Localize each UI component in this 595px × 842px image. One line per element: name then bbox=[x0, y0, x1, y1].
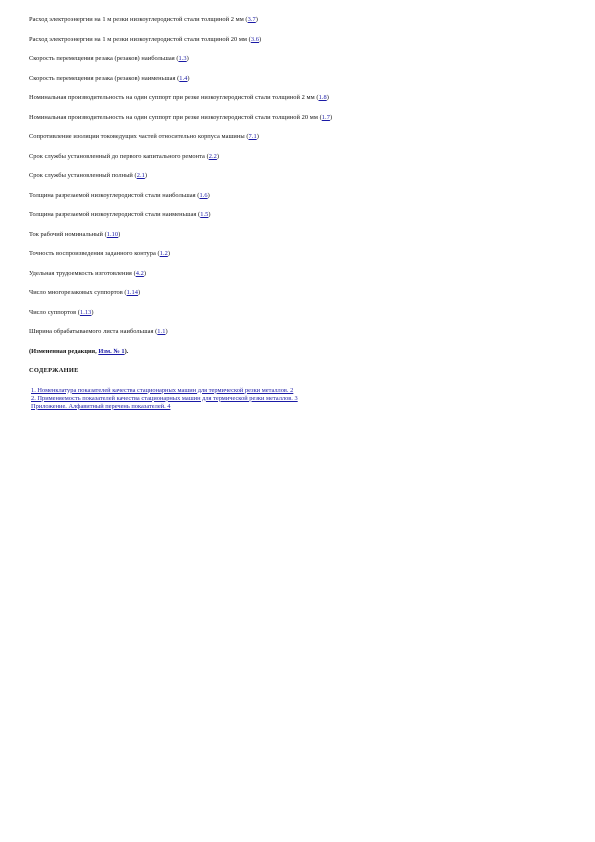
index-entry-text: Ширина обрабатываемого листа наибольшая ( bbox=[29, 328, 158, 335]
toc-link-appendix[interactable]: Приложение. Алфавитный перечень показателей. 4 bbox=[31, 402, 171, 410]
table-of-contents bbox=[31, 387, 569, 411]
index-entry: Толщина разрезаемой низкоуглеродистой стали наименьшая (1.5) bbox=[29, 211, 211, 218]
index-entry: Срок службы установленный полный (2.1) bbox=[29, 172, 148, 179]
index-entry-link[interactable]: 1.8 bbox=[318, 94, 327, 101]
index-entry: Расход электроэнергии на 1 м резки низкоуглеродистой стали толщиной 20 мм (3.6) bbox=[29, 35, 262, 43]
index-entry-text: Срок службы установленный полный ( bbox=[29, 172, 137, 179]
index-entry-link[interactable]: 4.2 bbox=[135, 269, 144, 277]
index-entry-link[interactable]: 1.10 bbox=[106, 230, 119, 238]
index-entry: Точность воспроизведения заданного контура (1.2) bbox=[29, 250, 171, 257]
index-entry: Скорость перемещения резака (резаков) наибольшая (1.3) bbox=[29, 55, 189, 62]
amendment-link[interactable]: Изм. № 1 bbox=[98, 347, 125, 355]
index-entry-text: Номинальная производительность на один суппорт при резке низкоуглеродистой стали толщиной 20 мм ( bbox=[29, 113, 322, 121]
toc-link-section-1[interactable]: 1. Номенклатура показателей качества стационарных машин для термической резки металлов. 2 bbox=[31, 386, 294, 394]
index-entry-text: Толщина разрезаемой низкоуглеродистой стали наименьшая ( bbox=[29, 211, 201, 218]
index-entry-link[interactable]: 1.2 bbox=[159, 250, 168, 257]
index-entry-link[interactable]: 2.2 bbox=[208, 152, 217, 160]
index-entry-text: Ток рабочий номинальный ( bbox=[29, 230, 107, 238]
index-entry-link[interactable]: 1.5 bbox=[200, 211, 209, 218]
document-page bbox=[29, 16, 569, 411]
index-entry-link[interactable]: 1.4 bbox=[179, 74, 188, 82]
index-entry-text: Номинальная производительность на один суппорт при резке низкоуглеродистой стали толщиной 2 мм ( bbox=[29, 94, 319, 101]
index-entry: Номинальная производительность на один суппорт при резке низкоуглеродистой стали толщиной 20 мм (1.7) bbox=[29, 113, 333, 121]
index-entry: Ток рабочий номинальный (1.10) bbox=[29, 230, 121, 238]
index-entry: Расход электроэнергии на 1 м резки низкоуглеродистой стали толщиной 2 мм (3.7) bbox=[29, 16, 258, 23]
index-entry: Номинальная производительность на один суппорт при резке низкоуглеродистой стали толщиной 2 мм (1.8) bbox=[29, 94, 329, 101]
amendment-note bbox=[29, 348, 569, 356]
index-entry: Срок службы установленный до первого капитального ремонта (2.2) bbox=[29, 152, 220, 160]
index-entry: Число многорезаковых суппортов (1.14) bbox=[29, 289, 141, 296]
index-entry-link[interactable]: 1.14 bbox=[126, 289, 138, 296]
index-entry: Скорость перемещения резака (резаков) наименьшая (1.4) bbox=[29, 74, 190, 82]
index-entry-link[interactable]: 3.6 bbox=[250, 35, 259, 43]
index-entry-link[interactable]: 1.3 bbox=[178, 55, 187, 62]
index-entry-link[interactable]: 1.7 bbox=[321, 113, 330, 121]
amendment-note-prefix: (Измененная редакция, bbox=[29, 347, 99, 355]
index-entry: Число суппортов (1.13) bbox=[29, 308, 94, 316]
index-entry-text: Число многорезаковых суппортов ( bbox=[29, 289, 127, 296]
index-entry-link[interactable]: 1.13 bbox=[79, 308, 92, 316]
toc-link-section-2[interactable]: 2. Применяемость показателей качества стационарных машин для термической резки металлов. 3 bbox=[31, 394, 298, 402]
index-entry-link[interactable]: 1.1 bbox=[157, 328, 166, 335]
index-entry-text: Расход электроэнергии на 1 м резки низкоуглеродистой стали толщиной 20 мм ( bbox=[29, 35, 251, 43]
index-entry: Сопротивление изоляции токоведущих частей относительно корпуса машины (7.1) bbox=[29, 133, 259, 140]
index-entry-link[interactable]: 3.7 bbox=[247, 16, 256, 23]
index-entry-text: Число суппортов ( bbox=[29, 308, 80, 316]
index-entry: Удельная трудоемкость изготовления (4.2) bbox=[29, 269, 147, 277]
index-entry-text: Скорость перемещения резака (резаков) наименьшая ( bbox=[29, 74, 180, 82]
index-entry: Ширина обрабатываемого листа наибольшая (1.1) bbox=[29, 328, 168, 335]
index-entry-link[interactable]: 1.6 bbox=[199, 191, 208, 199]
index-entry-text: Удельная трудоемкость изготовления ( bbox=[29, 269, 136, 277]
index-entry-text: Толщина разрезаемой низкоуглеродистой стали наибольшая ( bbox=[29, 191, 200, 199]
alphabetical-index bbox=[29, 16, 569, 336]
index-entry-text: Точность воспроизведения заданного контура ( bbox=[29, 250, 160, 257]
index-entry-link[interactable]: 7.1 bbox=[248, 133, 257, 140]
amendment-note-suffix: ). bbox=[124, 347, 129, 355]
index-entry-link[interactable]: 2.1 bbox=[136, 172, 145, 179]
contents-heading: СОДЕРЖАНИЕ bbox=[29, 366, 79, 374]
index-entry-text: Скорость перемещения резака (резаков) наибольшая ( bbox=[29, 55, 179, 62]
index-entry-text: Расход электроэнергии на 1 м резки низкоуглеродистой стали толщиной 2 мм ( bbox=[29, 16, 248, 23]
index-entry: Толщина разрезаемой низкоуглеродистой стали наибольшая (1.6) bbox=[29, 191, 210, 199]
index-entry-text: Сопротивление изоляции токоведущих частей относительно корпуса машины ( bbox=[29, 133, 249, 140]
index-entry-text: Срок службы установленный до первого капитального ремонта ( bbox=[29, 152, 209, 160]
